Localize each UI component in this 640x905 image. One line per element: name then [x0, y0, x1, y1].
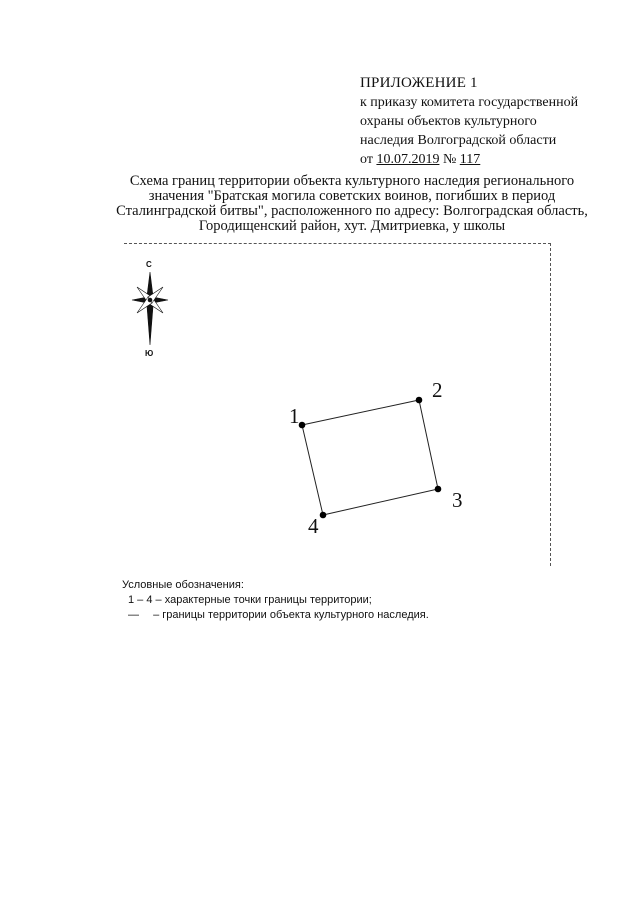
- appendix-line-1: к приказу комитета государственной: [360, 95, 579, 110]
- point-4-label: 4: [308, 514, 319, 538]
- legend-line-desc: – границы территории объекта культурного наследия.: [153, 609, 429, 621]
- appendix-heading: ПРИЛОЖЕНИЕ 1: [360, 75, 478, 91]
- legend-points-desc: – характерные точки границы территории;: [155, 594, 372, 606]
- title-line-2: значения "Братская могила советских воинов, погибших в период: [148, 188, 556, 204]
- date-prefix: от: [360, 152, 373, 167]
- order-date: 10.07.2019: [376, 152, 440, 167]
- appendix-line-3: наследия Волгоградской области: [360, 133, 557, 148]
- compass-north-label: С: [146, 260, 152, 269]
- point-1-label: 1: [289, 404, 300, 428]
- order-number: 117: [459, 152, 481, 167]
- point-4-marker: [320, 512, 327, 519]
- legend: [122, 578, 542, 623]
- compass-south-label: Ю: [145, 349, 154, 358]
- point-1-marker: [299, 422, 306, 429]
- title-line-4: Городищенский район, хут. Дмитриевка, у школы: [198, 218, 506, 234]
- number-prefix: №: [442, 152, 457, 167]
- appendix-line-2: охраны объектов культурного: [360, 114, 537, 129]
- territory-boundary: [299, 397, 442, 519]
- point-3-label: 3: [452, 488, 463, 512]
- point-2-label: 2: [432, 378, 443, 402]
- point-3-marker: [435, 486, 442, 493]
- legend-points-row: [122, 593, 542, 608]
- legend-line-key: —: [128, 609, 139, 621]
- legend-heading: Условные обозначения:: [122, 579, 244, 591]
- title-line-1: Схема границ территории объекта культурного наследия регионального: [129, 173, 575, 189]
- title-line-3: Сталинградской битвы", расположенного по адресу: Волгоградская область,: [116, 203, 588, 219]
- compass-rose-icon: [132, 272, 168, 345]
- legend-line-row: [122, 608, 542, 623]
- point-2-marker: [416, 397, 423, 404]
- boundary-line: [302, 400, 438, 515]
- legend-points-key: 1 – 4: [128, 594, 153, 606]
